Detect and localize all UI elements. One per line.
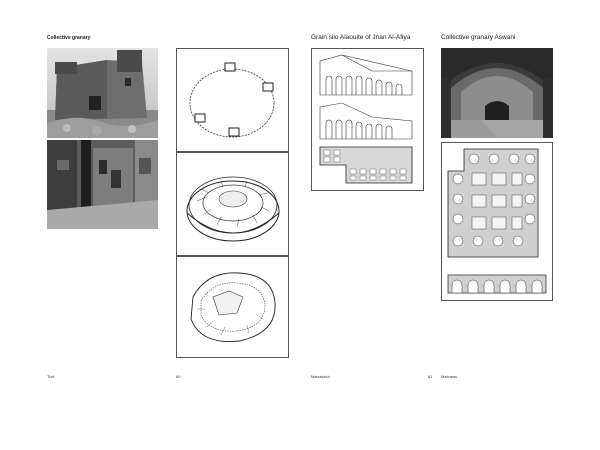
- vaulted-hall-photo: [441, 48, 553, 138]
- granary-plan-panel: [441, 142, 553, 301]
- right-footer-location: Marrakech: [311, 374, 330, 379]
- ruined-axonometric-drawing: [176, 256, 289, 358]
- left-page-number: 60: [176, 374, 181, 379]
- silo-drawing-panel: [311, 48, 424, 191]
- granary-interior-photo: [47, 140, 158, 229]
- left-footer-label: Tizit: [47, 374, 55, 379]
- right-page-number: 61: [428, 374, 433, 379]
- oval-plan-drawing: [176, 48, 289, 152]
- left-page-caption: Collective granary: [47, 35, 91, 41]
- oval-axonometric-drawing: [176, 152, 289, 256]
- granary-section-drawing: [448, 275, 546, 293]
- right-footer-label: Mekness: [441, 374, 458, 379]
- granary-exterior-photo: [47, 48, 158, 138]
- silo-caption: Grain silo Alaouite of Jnan Al-Afiya: [311, 34, 411, 41]
- silo-elevation-drawing: [312, 49, 423, 190]
- granary-plan-drawing: [442, 143, 552, 300]
- granary-caption: Collective granary Aswani: [441, 34, 516, 41]
